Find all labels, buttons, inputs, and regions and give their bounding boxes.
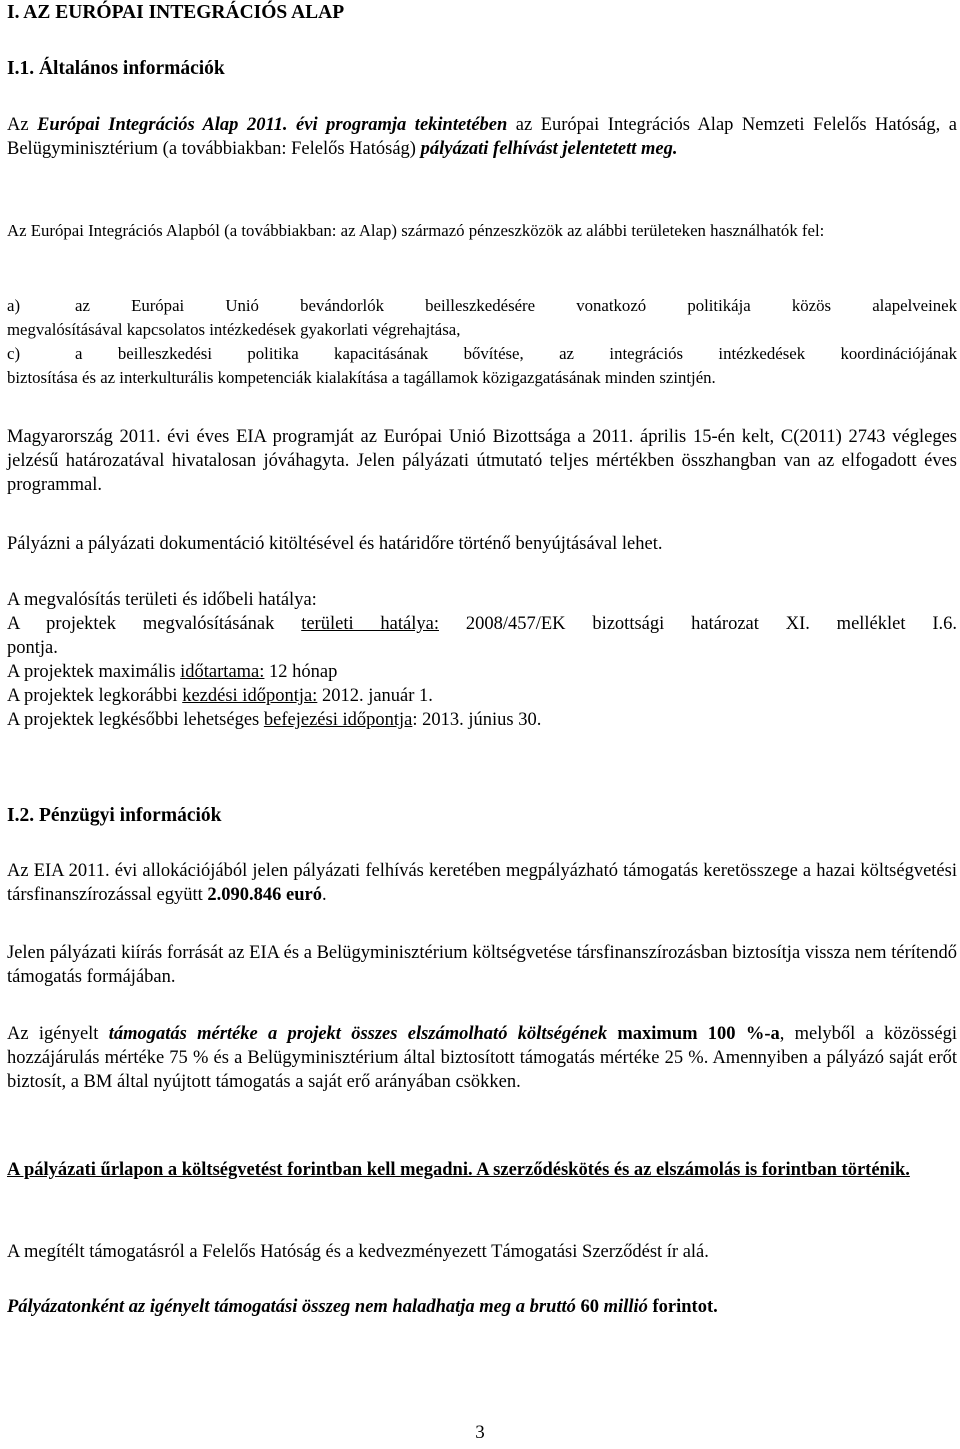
list-item-continuation: biztosítása és az interkulturális kompetenciák kialakítása a tagállamok közigazgatásának minden szintjén.	[7, 368, 716, 387]
list-item	[7, 294, 957, 318]
page-number: 3	[475, 1422, 485, 1443]
list-label: a)	[7, 296, 21, 315]
list-item-continuation: megvalósításával kapcsolatos intézkedések gyakorlati végrehajtása,	[7, 320, 461, 339]
scope-block	[7, 588, 957, 732]
territorial-scope-line-end: pontja.	[7, 638, 58, 658]
approval-paragraph: Magyarország 2011. évi éves EIA programját az Európai Unió Bizottsága a 2011. április 15-én kelt, C(2011) 2743 végleges jelzésű határozatával hivatalosan jóváhagyta. Jelen pályázati útmutató teljes mértékben összhangban van az elfogadott éves programmal.	[7, 427, 957, 495]
list-text: az Európai Unió bevándorlók beilleszkedésére vonatkozó politikája közös alapelveinek	[75, 296, 957, 315]
rate-paragraph: Az igényelt támogatás mértéke a projekt összes elszámolható költségének maximum 100 %-a, melyből a közösségi hozzájárulás mértéke 75 % és a Belügyminisztérium által biztosított támogatás mértéke 25 %. Amennyiben a pályázó saját erőt biztosít, a BM által nyújtott támogatás a saját erő arányában csökken.	[7, 1024, 957, 1092]
territorial-scope-line: A projektek megvalósításának területi hatálya: 2008/457/EK bizottsági határozat XI. melléklet I.6.	[7, 614, 957, 634]
document-title: I. AZ EURÓPAI INTEGRÁCIÓS ALAP	[7, 2, 345, 23]
intro-paragraph: Az Európai Integrációs Alap 2011. évi programja tekintetében az Európai Integrációs Alap Nemzeti Felelős Hatóság, a Belügyminisztérium (a továbbiakban: Felelős Hatóság) pályázati felhívást jelentetett meg.	[7, 115, 957, 159]
source-paragraph: Jelen pályázati kiírás forrását az EIA és a Belügyminisztérium költségvetése társfinanszírozásban biztosítja vissza nem térítendő támogatás formájában.	[7, 943, 957, 987]
scope-heading: A megvalósítás területi és időbeli hatálya:	[7, 590, 317, 610]
usage-list	[7, 294, 957, 390]
end-date-line: A projektek legkésőbbi lehetséges befejezési időpontja: 2013. június 30.	[7, 710, 542, 730]
max-amount-paragraph: Pályázatonként az igényelt támogatási összeg nem haladhatja meg a bruttó 60 millió forintot.	[7, 1297, 718, 1317]
budget-paragraph: Az EIA 2011. évi allokációjából jelen pályázati felhívás keretében megpályázható támogatás keretösszege a hazai költségvetési társfinanszírozással együtt 2.090.846 euró.	[7, 861, 957, 905]
section-heading-financial: I.2. Pénzügyi információk	[7, 805, 222, 826]
section-heading-general: I.1. Általános információk	[7, 58, 225, 79]
duration-line: A projektek maximális időtartama: 12 hónap	[7, 662, 338, 682]
contract-paragraph: A megítélt támogatásról a Felelős Hatóság és a kedvezményezett Támogatási Szerződést ír alá.	[7, 1242, 709, 1262]
funds-usage-paragraph: Az Európai Integrációs Alapból (a továbbiakban: az Alap) származó pénzeszközök az alábbi területeken használhatók fel:	[7, 221, 825, 240]
list-text: a beilleszkedési politika kapacitásának bővítése, az integrációs intézkedések koordinációjának	[75, 344, 957, 363]
list-label: c)	[7, 344, 21, 363]
start-date-line: A projektek legkorábbi kezdési időpontja: 2012. január 1.	[7, 686, 433, 706]
list-item	[7, 342, 957, 366]
currency-paragraph: A pályázati űrlapon a költségvetést forintban kell megadni. A szerződéskötés és az elszámolás is forintban történik.	[7, 1160, 910, 1180]
application-paragraph: Pályázni a pályázati dokumentáció kitöltésével és határidőre történő benyújtásával lehet.	[7, 534, 663, 554]
